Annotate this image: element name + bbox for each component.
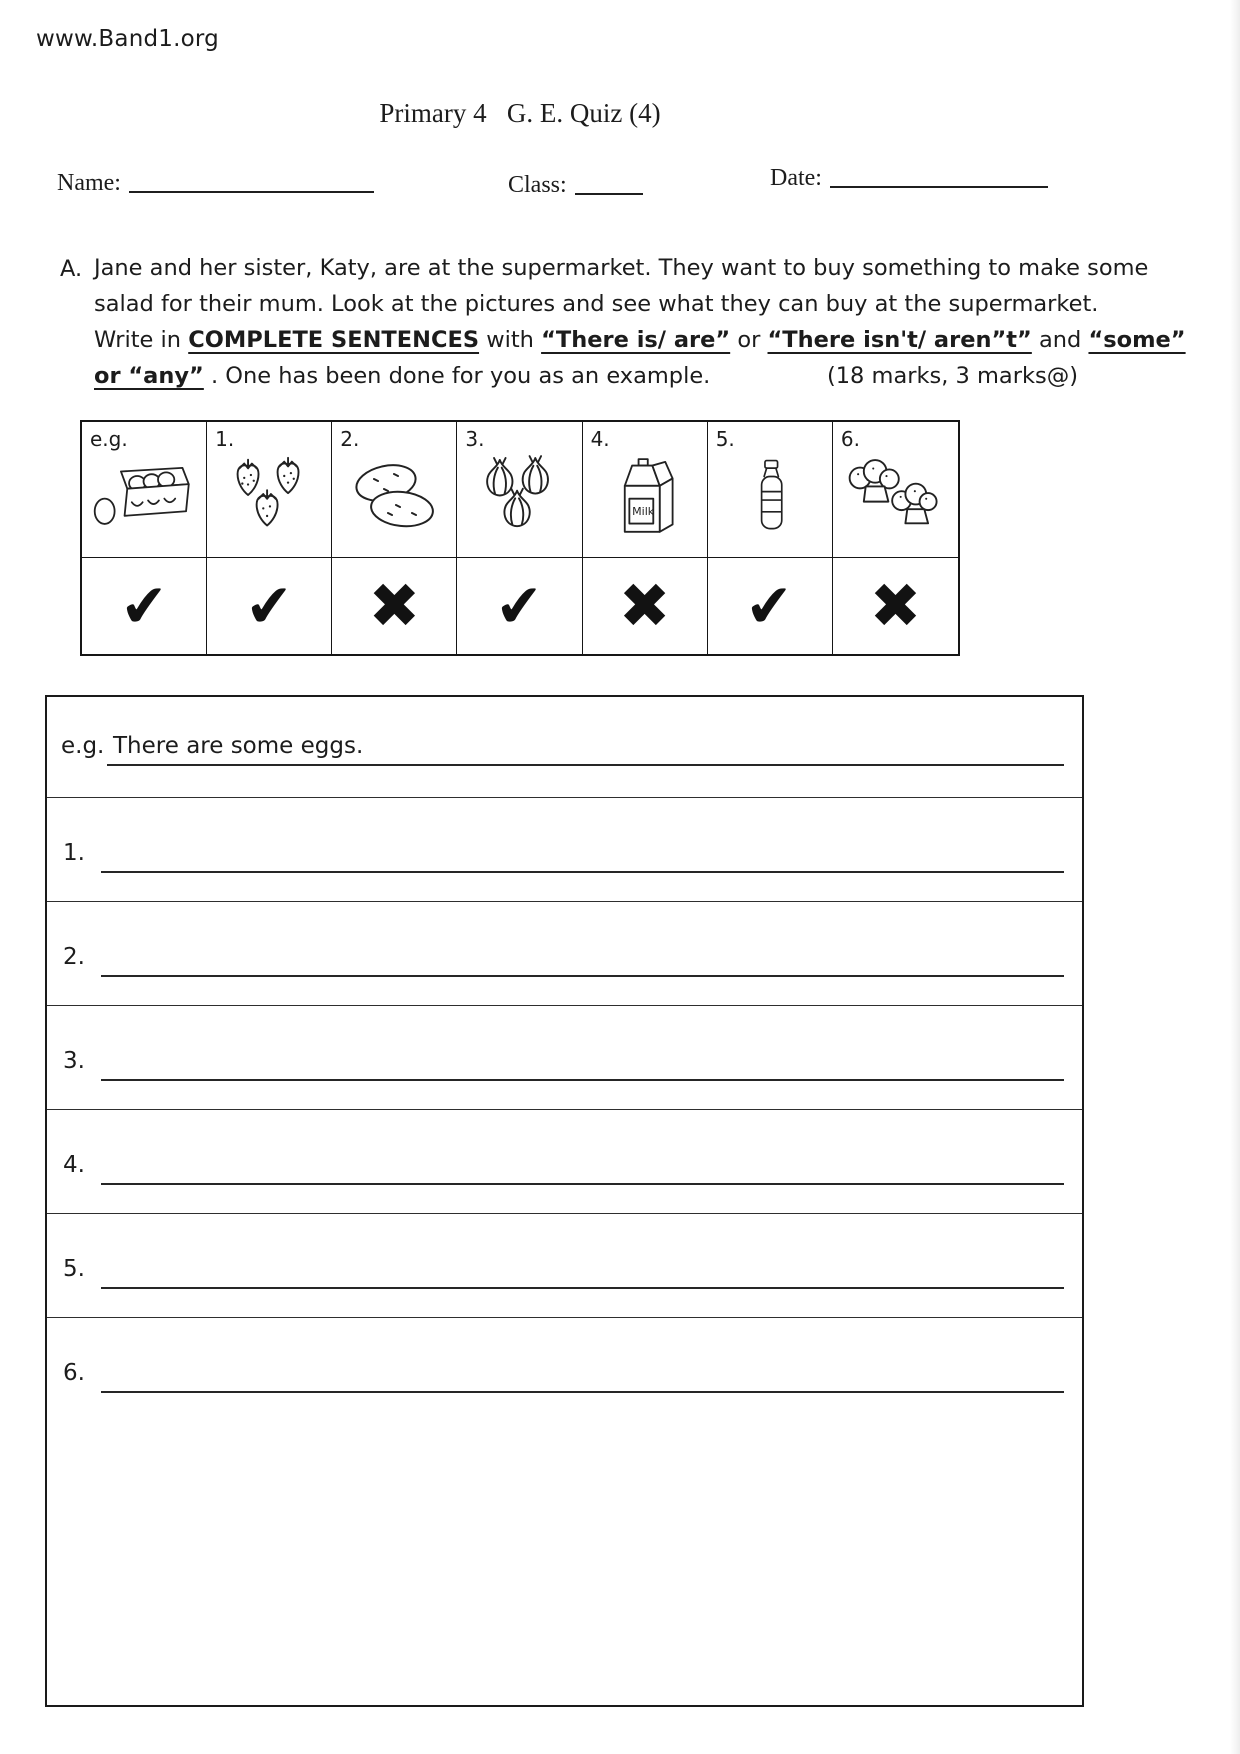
answer-line-5[interactable] bbox=[101, 1261, 1064, 1289]
date-input-line[interactable] bbox=[830, 168, 1048, 188]
marks-note: (18 marks, 3 marks@) bbox=[826, 363, 1078, 389]
cross-mark-icon: ✖ bbox=[618, 569, 671, 642]
answer-line-1[interactable] bbox=[101, 845, 1064, 873]
cell-label: 1. bbox=[215, 427, 235, 451]
instruction-line-2: salad for their mum. Look at the pictures and see what they can buy at the supermarket. bbox=[94, 291, 1099, 317]
answer-row-3 bbox=[47, 1006, 1082, 1110]
example-label: e.g. bbox=[61, 733, 105, 759]
potatoes-image bbox=[344, 455, 444, 535]
answer-line-6[interactable] bbox=[101, 1365, 1064, 1393]
egg-carton-image bbox=[92, 453, 196, 537]
class-label: Class: bbox=[508, 172, 567, 198]
answer-number: 3. bbox=[63, 1048, 85, 1074]
mark-cell-example bbox=[82, 558, 207, 654]
cross-mark-icon: ✖ bbox=[368, 569, 421, 642]
items-table bbox=[80, 420, 960, 656]
page-title: Primary 4 G. E. Quiz (4) bbox=[379, 98, 661, 128]
mark-cell-4 bbox=[583, 558, 708, 654]
check-mark-icon: ✔ bbox=[242, 570, 296, 642]
table-cell-example bbox=[82, 422, 207, 558]
table-cell-6 bbox=[833, 422, 958, 558]
strawberries-image bbox=[221, 455, 317, 535]
instruction-line-1: Jane and her sister, Katy, are at the supermarket. They want to buy something to make some bbox=[94, 255, 1149, 281]
answer-line-4[interactable] bbox=[101, 1157, 1064, 1185]
answer-line-3[interactable] bbox=[101, 1053, 1064, 1081]
mark-cell-3 bbox=[457, 558, 582, 654]
answer-number: 2. bbox=[63, 944, 85, 970]
answer-row-1 bbox=[47, 798, 1082, 902]
table-cell-4 bbox=[583, 422, 708, 558]
date-label: Date: bbox=[770, 165, 822, 191]
class-field bbox=[508, 172, 643, 199]
phrase-there-isnt-arent: “There isn't/ aren”t” bbox=[767, 327, 1032, 353]
answer-number: 1. bbox=[63, 840, 85, 866]
water-bottle-image bbox=[728, 452, 812, 538]
example-answer-text: There are some eggs. bbox=[113, 733, 364, 759]
mark-cell-1 bbox=[207, 558, 332, 654]
answer-number: 5. bbox=[63, 1256, 85, 1282]
mark-cell-6 bbox=[833, 558, 958, 654]
answer-row-example bbox=[47, 697, 1082, 798]
milk-carton-image bbox=[599, 452, 691, 538]
mark-cell-2 bbox=[332, 558, 457, 654]
check-mark-icon: ✔ bbox=[743, 570, 797, 642]
check-mark-icon: ✔ bbox=[117, 570, 171, 642]
cell-label: 5. bbox=[715, 427, 735, 451]
site-watermark: www.Band1.org bbox=[36, 26, 219, 52]
table-cell-1 bbox=[207, 422, 332, 558]
section-letter: A. bbox=[60, 256, 83, 282]
answer-row-6 bbox=[47, 1318, 1082, 1705]
answer-line-2[interactable] bbox=[101, 949, 1064, 977]
answer-row-2 bbox=[47, 902, 1082, 1006]
answers-box bbox=[45, 695, 1084, 1707]
phrase-or-any: or “any” bbox=[94, 363, 204, 389]
section-instructions bbox=[94, 250, 1186, 394]
answer-number: 6. bbox=[63, 1360, 85, 1386]
mark-cell-5 bbox=[708, 558, 833, 654]
check-mark-icon: ✔ bbox=[492, 570, 547, 642]
cross-mark-icon: ✖ bbox=[869, 569, 922, 642]
answer-row-5 bbox=[47, 1214, 1082, 1318]
class-input-line[interactable] bbox=[575, 175, 643, 195]
milk-label: Milk bbox=[631, 505, 654, 519]
name-label: Name: bbox=[57, 170, 121, 196]
name-field bbox=[57, 170, 374, 197]
broccoli-image bbox=[843, 456, 947, 534]
instruction-line-4 bbox=[94, 358, 1078, 394]
cell-label: e.g. bbox=[90, 427, 128, 451]
table-cell-3 bbox=[457, 422, 582, 558]
onions-image bbox=[471, 454, 567, 536]
phrase-some: “some” bbox=[1088, 327, 1186, 353]
table-cell-2 bbox=[332, 422, 457, 558]
phrase-complete-sentences: COMPLETE SENTENCES bbox=[188, 327, 480, 353]
name-input-line[interactable] bbox=[129, 173, 374, 193]
instruction-line-3 bbox=[94, 322, 1186, 358]
phrase-there-is-are: “There is/ are” bbox=[541, 327, 731, 353]
instruction-text: or bbox=[730, 327, 768, 353]
instruction-text: Write in bbox=[94, 327, 189, 353]
cell-label: 2. bbox=[340, 427, 360, 451]
table-cell-5 bbox=[708, 422, 833, 558]
cell-label: 6. bbox=[840, 427, 860, 451]
cell-label: 3. bbox=[465, 427, 485, 451]
section-a bbox=[60, 250, 1186, 394]
answer-number: 4. bbox=[63, 1152, 85, 1178]
instruction-text: with bbox=[479, 327, 542, 353]
instruction-text: . One has been done for you as an example. bbox=[203, 363, 711, 389]
instruction-text: and bbox=[1031, 327, 1089, 353]
answer-row-4 bbox=[47, 1110, 1082, 1214]
date-field bbox=[770, 165, 1048, 192]
cell-label: 4. bbox=[590, 427, 610, 451]
